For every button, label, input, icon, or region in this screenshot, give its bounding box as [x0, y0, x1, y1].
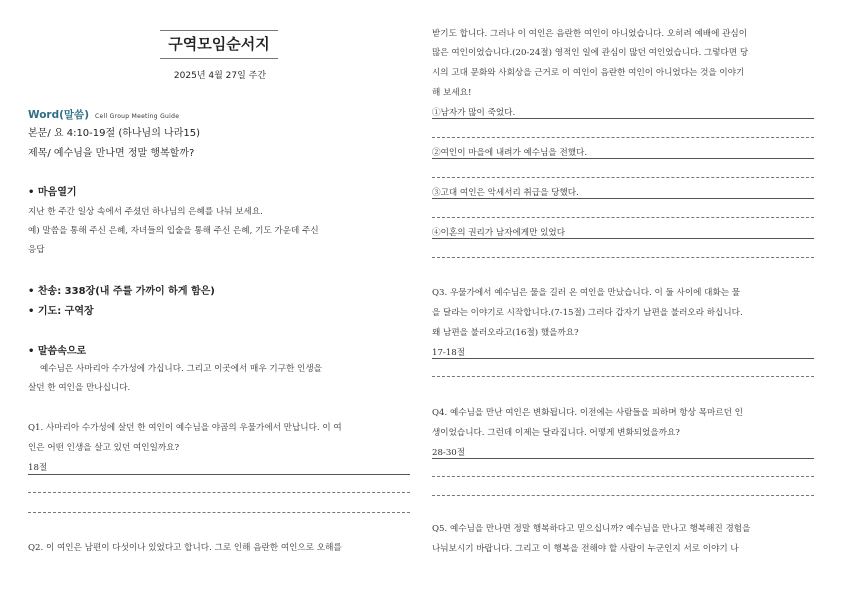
into-word-heading: • 말씀속으로 [28, 346, 87, 357]
q4-line-1: Q4. 예수님을 만난 여인은 변화됩니다. 이전에는 사람들을 피하며 항상 목마르던 인 [432, 408, 743, 418]
q5-line-2: 나눠보시기 바랍니다. 그리고 이 행복을 전해야 할 사람이 누군인지 서로 이야기 나 [432, 544, 739, 554]
q2-option-4: ④이혼의 권리가 남자에게만 있었다 [432, 228, 566, 238]
q2-line-4: 시의 고대 문화와 사회상을 근거로 이 여인이 음란한 여인이 아니었다는 것을 이야기 [432, 68, 745, 78]
answer-line [432, 476, 814, 477]
sermon-title: 제목/ 예수님을 만나면 정말 행복할까? [28, 148, 195, 159]
into-word-line-2: 살던 한 여인을 만나십니다. [28, 383, 131, 393]
answer-line [432, 198, 814, 199]
q1-hint: 18절 [28, 463, 48, 473]
title-box [160, 30, 278, 59]
answer-line [432, 137, 814, 138]
q1-line-2: 인은 어떤 인생을 살고 있던 여인일까요? [28, 443, 180, 453]
q2-option-3: ③고대 여인은 악세서리 취급을 당했다. [432, 188, 579, 198]
q3-line-2: 을 달라는 이야기로 시작합니다.(7-15절) 그러다 갑자기 남편을 불러오라 하십니다. [432, 308, 743, 318]
q2-line-5: 해 보세요! [432, 88, 472, 98]
q2-line-2: 받기도 합니다. 그러나 이 여인은 음란한 여인이 아니었습니다. 오히려 예배에 관심이 [432, 29, 748, 39]
answer-line [432, 217, 814, 218]
answer-line [432, 177, 814, 178]
answer-line [28, 512, 410, 513]
q2-line-3: 많은 여인이었습니다.(20-24절) 영적인 일에 관심이 많던 여인었습니다. 그렇다면 당 [432, 48, 749, 58]
opening-line-2: 예) 말씀을 통해 주신 은혜, 자녀들의 입술을 통해 주신 은혜, 기도 가운데 주신 [28, 226, 319, 236]
answer-line [432, 495, 814, 496]
answer-line [432, 458, 814, 459]
into-word-line-1: 예수님은 사마리아 수가성에 가십니다. 그리고 이곳에서 매우 기구한 인생을 [40, 364, 322, 374]
word-sublabel: Cell Group Meeting Guide [95, 113, 180, 120]
opening-heading: • 마음열기 [28, 187, 77, 198]
answer-line [432, 257, 814, 258]
scripture-reference: 본문/ 요 4:10-19절 (하나님의 나라15) [28, 128, 201, 139]
q2-option-1: ①남자가 많이 죽었다. [432, 108, 516, 118]
opening-line-1: 지난 한 주간 일상 속에서 주셨던 하나님의 은혜를 나눠 보세요. [28, 207, 263, 217]
answer-line [432, 158, 814, 159]
q2-line-1: Q2. 이 여인은 남편이 다섯이나 있었다고 합니다. 그로 인해 음란한 여인으로 오해를 [28, 543, 342, 553]
answer-line [28, 474, 410, 475]
hymn-item: • 찬송: 338장(내 주를 가까이 하게 함은) [28, 286, 215, 297]
q4-line-2: 생이었습니다. 그런데 이제는 달라집니다. 어떻게 변화되었을까요? [432, 428, 680, 438]
q4-hint: 28-30절 [432, 448, 466, 458]
answer-line [432, 238, 814, 239]
q3-line-3: 왜 남편을 불러오라고(16절) 했을까요? [432, 328, 579, 338]
opening-line-3: 응답 [28, 245, 45, 255]
word-label: Word(말씀) [28, 109, 89, 121]
prayer-item: • 기도: 구역장 [28, 306, 94, 317]
page-title: 구역모임순서지 [160, 30, 278, 59]
q1-line-1: Q1. 사마리아 수가성에 살던 한 여인이 예수님을 야곱의 우물가에서 만납니다. 이 여 [28, 423, 342, 433]
q3-hint: 17-18절 [432, 348, 466, 358]
q2-option-2: ②여인이 마을에 내려가 예수님을 전했다. [432, 148, 588, 158]
answer-line [432, 118, 814, 119]
q5-line-1: Q5. 예수님을 만나면 정말 행복하다고 믿으십니까? 예수님을 만나고 행복해진 경험을 [432, 524, 751, 534]
q3-line-1: Q3. 우물가에서 예수님은 물을 길러 온 여인을 만났습니다. 이 둘 사이에 대화는 물 [432, 288, 741, 298]
word-section-label-row [28, 103, 179, 122]
week-date: 2025년 4월 27일 주간 [173, 71, 267, 81]
answer-line [432, 376, 814, 377]
answer-line [432, 358, 814, 359]
answer-line [28, 492, 410, 493]
